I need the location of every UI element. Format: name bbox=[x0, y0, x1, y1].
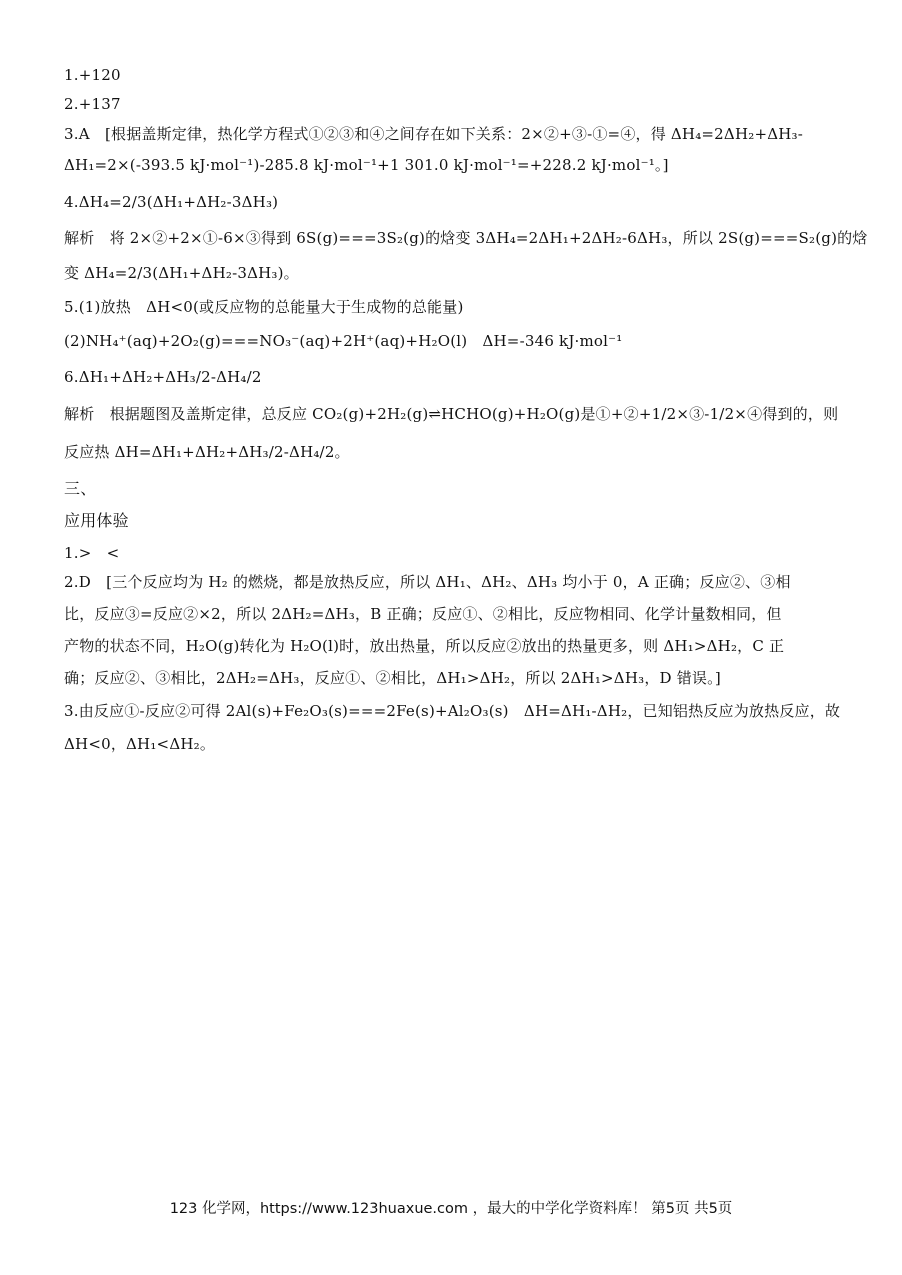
answer-6: 6.ΔH₁+ΔH₂+ΔH₃/2-ΔH₄/2 bbox=[64, 368, 262, 386]
analysis-6-cont: 反应热 ΔH=ΔH₁+ΔH₂+ΔH₃/2-ΔH₄/2。 bbox=[64, 443, 350, 461]
application-2-cont-2: 产物的状态不同，H₂O(g)转化为 H₂O(l)时，放出热量，所以反应②放出的热量更多，则 ΔH₁>ΔH₂，C 正 bbox=[64, 637, 785, 655]
application-2: 2.D [三个反应均为 H₂ 的燃烧，都是放热反应，所以 ΔH₁、ΔH₂、ΔH₃ 均小于 0，A 正确；反应②、③相 bbox=[64, 573, 791, 591]
answer-5-1: 5.(1)放热 ΔH<0(或反应物的总能量大于生成物的总能量) bbox=[64, 298, 464, 316]
section-heading-application: 应用体验 bbox=[64, 511, 129, 530]
answer-3-cont: ΔH₁=2×(-393.5 kJ·mol⁻¹)-285.8 kJ·mol⁻¹+1 301.0 kJ·mol⁻¹=+228.2 kJ·mol⁻¹。] bbox=[64, 156, 669, 174]
answer-2: 2.+137 bbox=[64, 95, 121, 113]
analysis-6: 解析 根据题图及盖斯定律，总反应 CO₂(g)+2H₂(g)⇌HCHO(g)+H₂O(g)是①+②+1/2×③-1/2×④得到的，则 bbox=[64, 405, 839, 423]
application-3-cont: ΔH<0，ΔH₁<ΔH₂。 bbox=[64, 735, 216, 753]
page-footer: 123 化学网，https://www.123huaxue.com ，最大的中学化学资料库！ 第5页 共5页 bbox=[169, 1201, 733, 1217]
answer-5-2: (2)NH₄⁺(aq)+2O₂(g)===NO₃⁻(aq)+2H⁺(aq)+H₂O(l) ΔH=-346 kJ·mol⁻¹ bbox=[64, 332, 623, 350]
analysis-4: 解析 将 2×②+2×①-6×③得到 6S(g)===3S₂(g)的焓变 3ΔH₄=2ΔH₁+2ΔH₂-6ΔH₃，所以 2S(g)===S₂(g)的焓 bbox=[64, 229, 868, 247]
application-3: 3.由反应①-反应②可得 2Al(s)+Fe₂O₃(s)===2Fe(s)+Al₂O₃(s) ΔH=ΔH₁-ΔH₂，已知铝热反应为放热反应，故 bbox=[64, 702, 841, 720]
application-2-cont-1: 比，反应③=反应②×2，所以 2ΔH₂=ΔH₃，B 正确；反应①、②相比，反应物相同、化学计量数相同，但 bbox=[64, 605, 782, 623]
answer-3: 3.A [根据盖斯定律，热化学方程式①②③和④之间存在如下关系：2×②+③-①=④，得 ΔH₄=2ΔH₂+ΔH₃- bbox=[64, 125, 804, 143]
answer-4: 4.ΔH₄=2/3(ΔH₁+ΔH₂-3ΔH₃) bbox=[64, 193, 279, 211]
answer-1: 1.+120 bbox=[64, 66, 121, 84]
analysis-4-cont: 变 ΔH₄=2/3(ΔH₁+ΔH₂-3ΔH₃)。 bbox=[64, 264, 299, 282]
section-three: 三、 bbox=[64, 479, 97, 498]
application-2-cont-3: 确；反应②、③相比，2ΔH₂=ΔH₃，反应①、②相比，ΔH₁>ΔH₂，所以 2ΔH₁>ΔH₃，D 错误。] bbox=[64, 669, 721, 687]
application-1: 1.> < bbox=[64, 544, 120, 562]
